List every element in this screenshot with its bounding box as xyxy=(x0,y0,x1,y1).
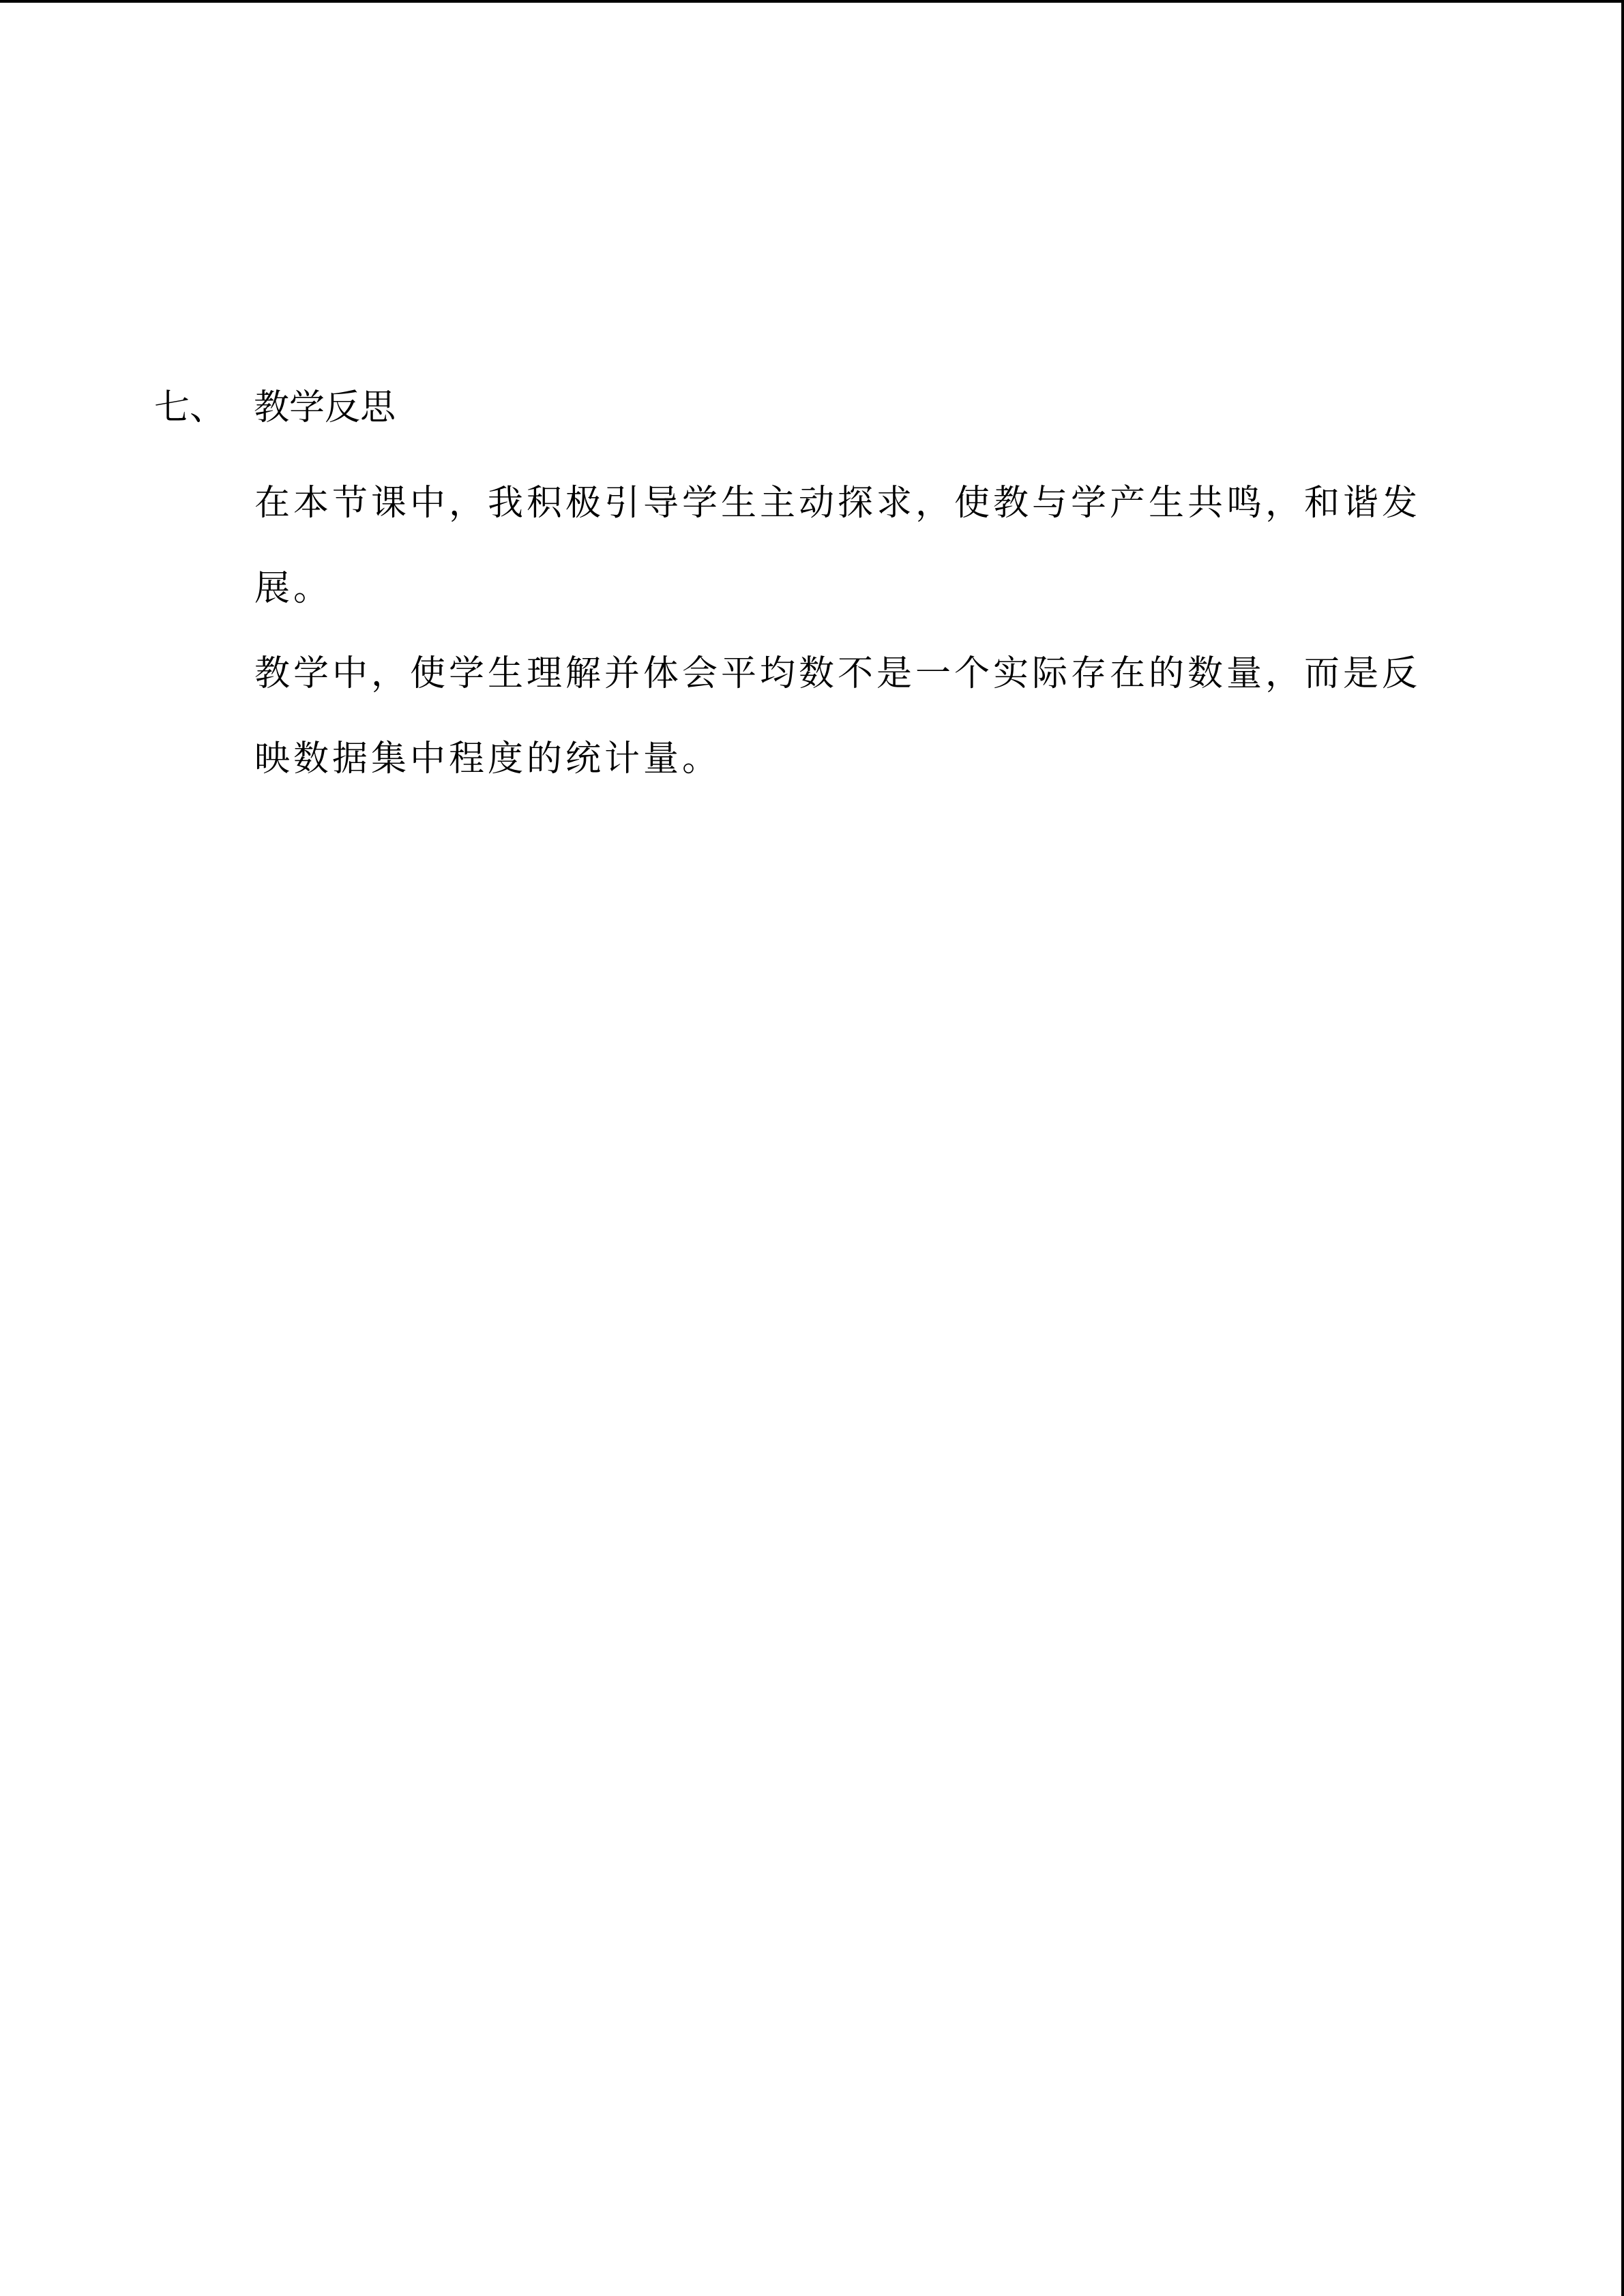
page-right-border xyxy=(1621,0,1624,2296)
section-title: 教学反思 xyxy=(254,387,396,428)
section-number: 七、 xyxy=(154,387,226,428)
section-heading xyxy=(154,381,396,435)
paragraph: 教学中，使学生理解并体会平均数不是一个实际存在的数量，而是反映数据集中程度的统计量。 xyxy=(254,653,1421,779)
paragraph: 在本节课中，我积极引导学生主动探求，使教与学产生共鸣，和谐发展。 xyxy=(254,483,1421,609)
section-body xyxy=(254,461,1455,802)
page-top-border xyxy=(0,0,1624,3)
